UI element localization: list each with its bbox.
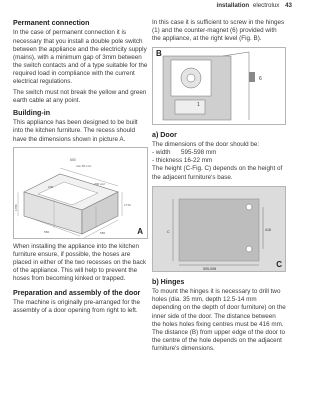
door-height-paragraph: The height (C-Fig. C) depends on the height of the adjacent furniture's base. — [152, 165, 283, 181]
permanent-connection-paragraph-1: In the case of permanent connection it is necessary that you install a double pole switch between the appliance and the electricity supply (mains), with a minimum gap of 3mm between the switch contacts and of a type suitable for the required load in compliance with the current electrical regulations. — [13, 29, 148, 86]
dim-label: 1780 — [14, 203, 18, 211]
permanent-connection-paragraph-2: The switch must not break the yellow and green earth cable at any point. — [13, 88, 147, 104]
dim-height-label: C — [167, 229, 170, 234]
door-preparation-heading: Preparation and assembly of the door — [13, 288, 141, 297]
header-brand: electrolux — [252, 2, 280, 9]
right-column — [152, 19, 286, 353]
hinges-heading: b) Hinges — [152, 277, 185, 286]
hinge-hole-top — [246, 204, 252, 210]
hinge-intro-paragraph: In this case it is sufficient to screw in the hinges (1) and the counter-magnet (6) provided with the appliance, at the right level (Fig. B). — [152, 19, 285, 43]
dim-label: 1772 — [124, 202, 131, 207]
callout-magnet-number: 6 — [259, 75, 262, 82]
dim-label: 560 — [44, 229, 50, 234]
dim-hole-distance-label: 416 — [265, 227, 271, 232]
building-in-paragraph-1: This appliance has been designed to be built into the kitchen furniture. The recess should have the dimensions shown in picture A. — [13, 119, 138, 143]
door-width: - width 595-598 mm — [152, 149, 217, 157]
hinge-hole-bottom — [246, 246, 252, 252]
building-in-paragraph-2: When installing the appliance into the kitchen furniture ensure, if possible, the hoses are placed in either of the two recesses on the back of the appliance. This will help to prevent the hoses from becoming kinked or trapped. — [13, 242, 147, 283]
building-in-heading: Building-in — [13, 108, 51, 117]
counter-magnet — [249, 72, 255, 82]
header-line — [216, 2, 292, 9]
hinge-plate — [175, 100, 205, 114]
left-column — [13, 19, 149, 315]
dim-label: min 50 cm² — [76, 163, 92, 168]
door-thickness: - thickness 16-22 mm — [152, 157, 213, 165]
dim-label: 200 — [48, 184, 54, 189]
door-dimensions-intro: The dimensions of the door should be: — [152, 140, 260, 148]
figure-c-label: C — [276, 259, 282, 269]
figure-a-label: A — [137, 226, 143, 236]
hinges-paragraph-2: The distance (B) from upper edge of the door to the centre of the hole depends on the adjacent furniture's dimensions. — [152, 328, 286, 353]
dim-width-label: 595-598 — [203, 266, 217, 271]
permanent-connection-heading: Permanent connection — [13, 19, 90, 27]
figure-b-label: B — [156, 48, 162, 58]
callout-hinge-number: 1 — [197, 101, 200, 108]
figure-c — [152, 186, 286, 272]
page-header — [0, 0, 300, 19]
figure-c-drawing — [153, 187, 285, 271]
figure-a — [13, 147, 148, 239]
door-heading: a) Door — [152, 130, 177, 139]
figure-b — [152, 47, 286, 125]
figure-b-drawing — [153, 48, 285, 124]
page-number: 43 — [285, 2, 292, 9]
header-section: installation — [216, 2, 250, 9]
dim-label: 550 — [100, 230, 106, 235]
hinges-paragraph-1: To mount the hinges it is necessary to drill two holes (dia. 35 mm, depth 12.5-14 mm depending on the depth of door furniture) on the inner side of the door. The distance between the holes holes fixing centres must be 416 mm. — [152, 288, 286, 328]
dim-label: 200 cm² — [94, 181, 106, 186]
figure-a-drawing — [14, 148, 147, 238]
dim-label: 600 — [70, 157, 76, 162]
door-preparation-paragraph: The machine is originally pre-arranged for the assembly of a door opening from right to left. — [13, 299, 141, 315]
